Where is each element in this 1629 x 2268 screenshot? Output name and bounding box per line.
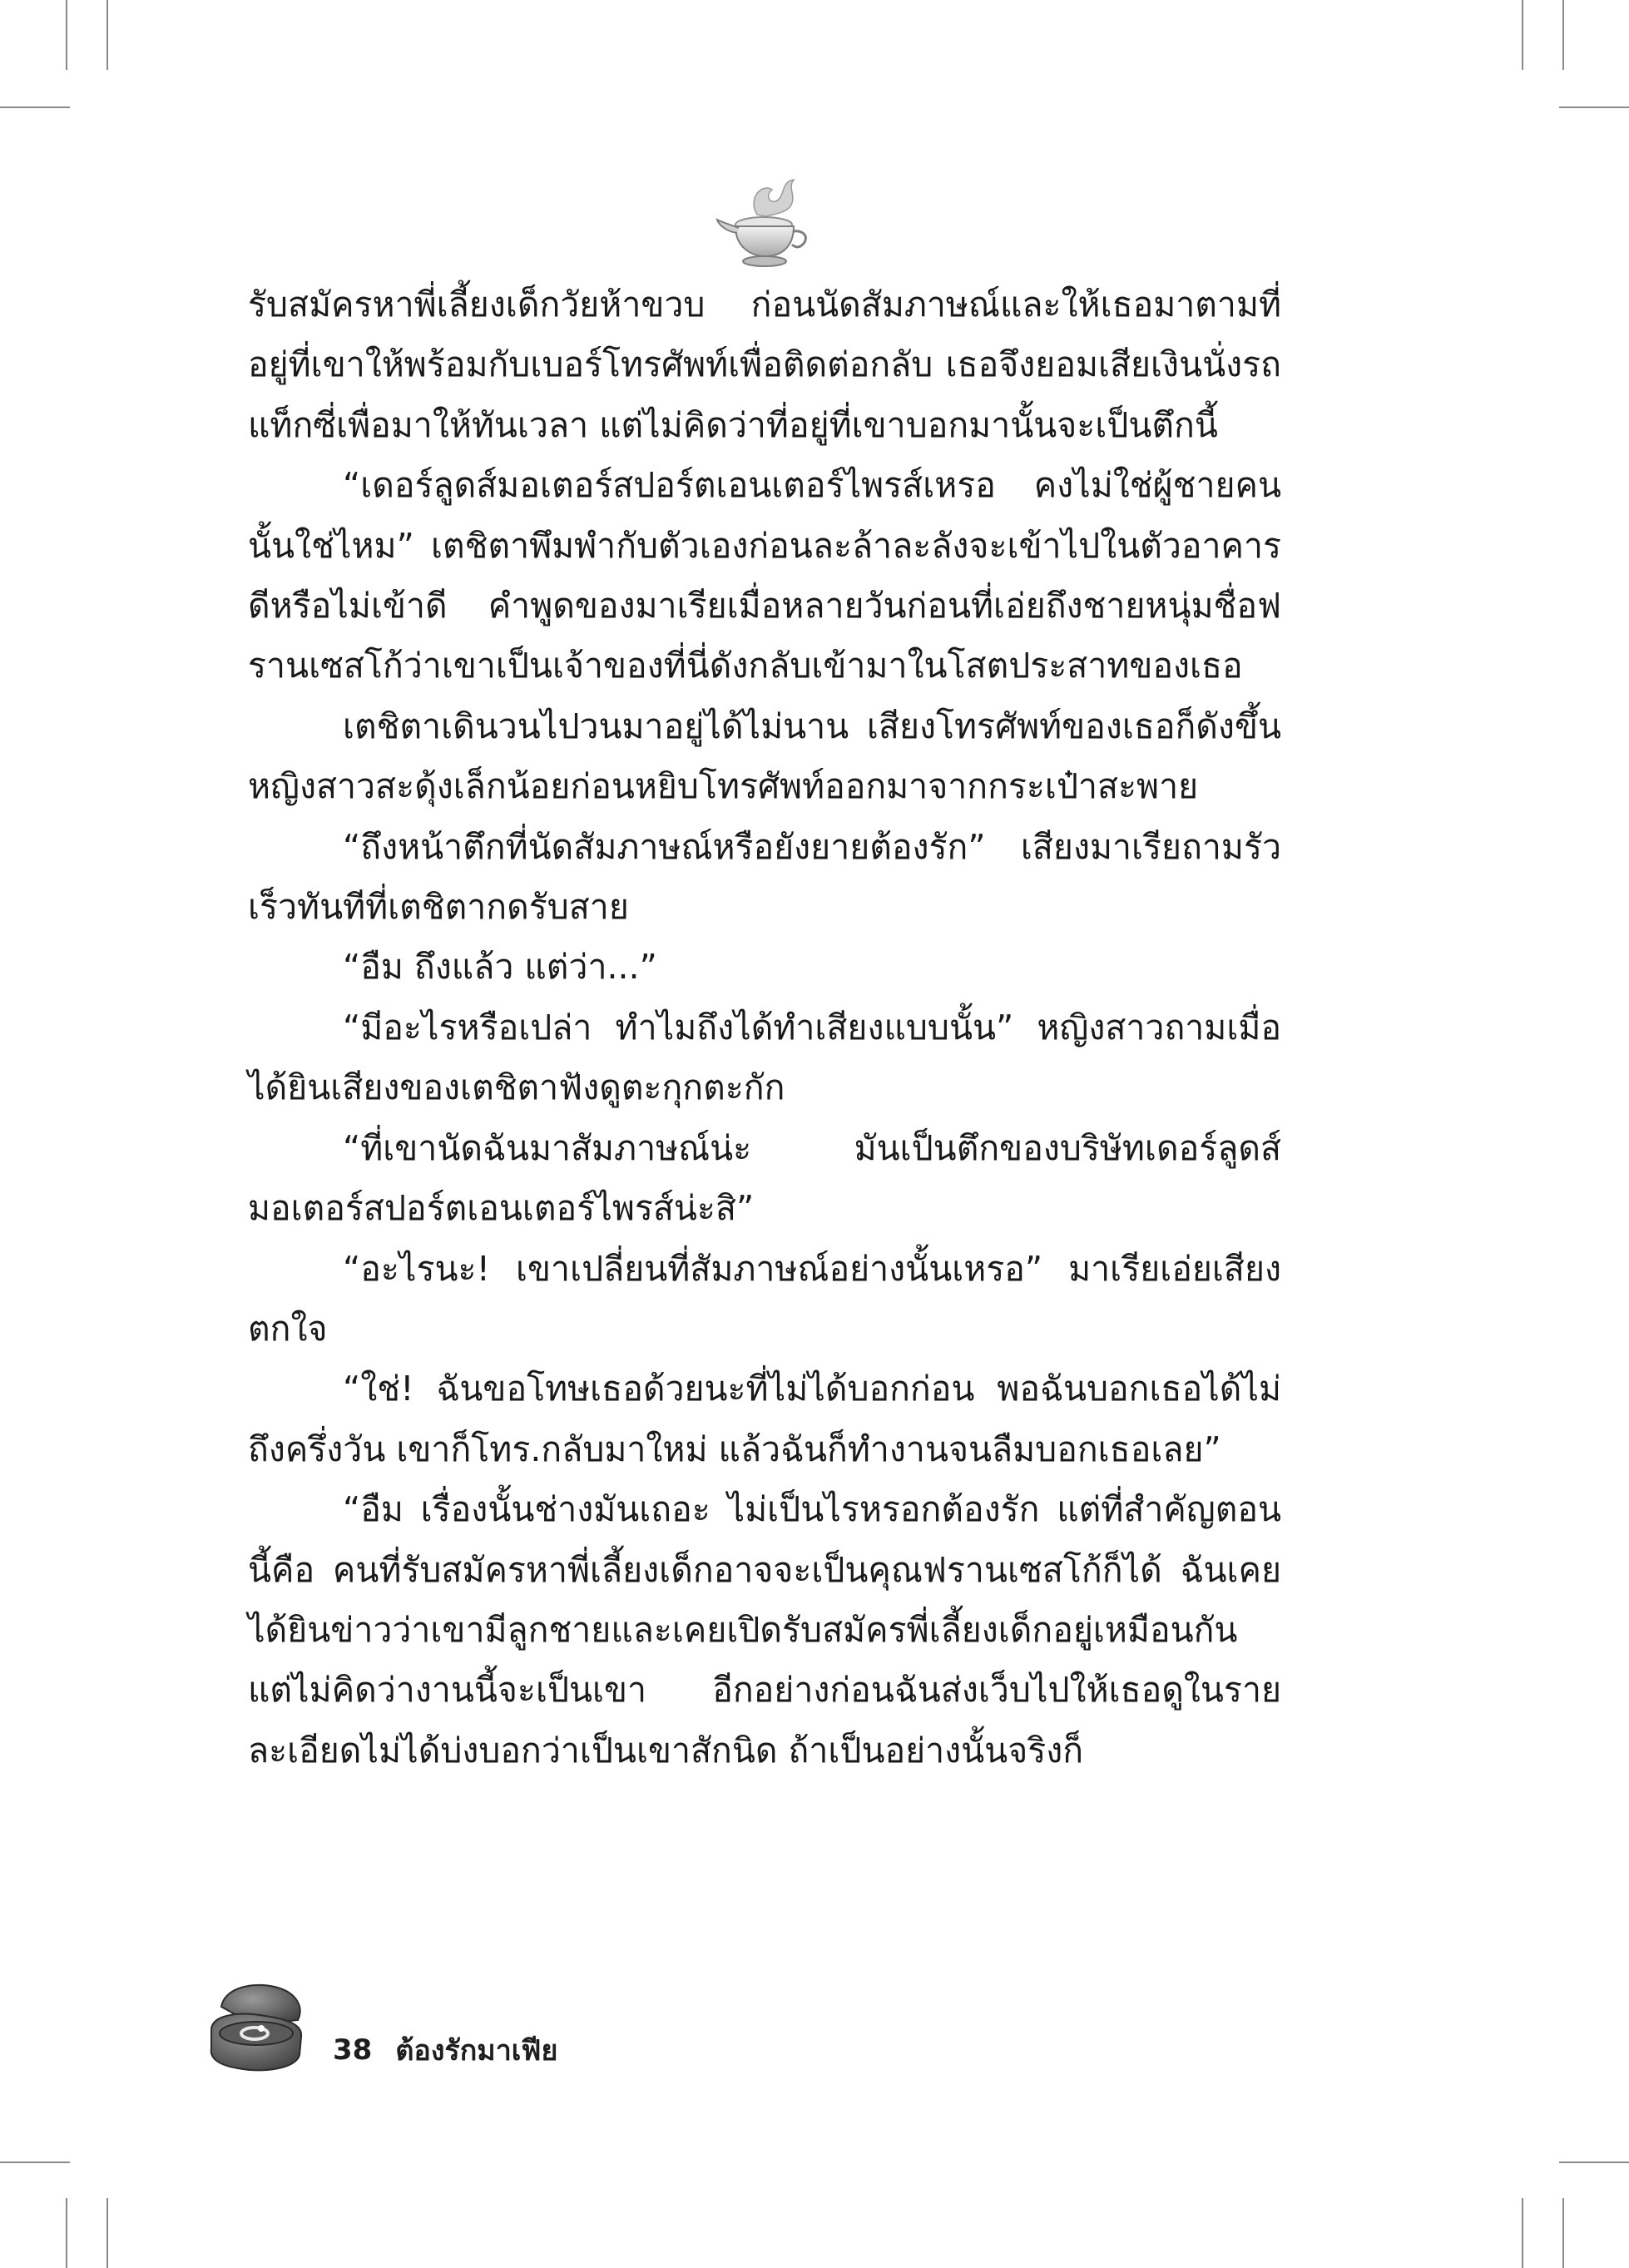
crop-mark	[1562, 0, 1564, 70]
teapot-ornament-icon	[714, 173, 815, 273]
paragraph: “ถึงหน้าตึกที่นัดสัมภาษณ์หรือยังยายต้องรัก” เสียงมาเรียถามรัวเร็วทันทีที่เตชิตากดรับสาย	[248, 826, 1281, 928]
paragraph: “เดอร์ลูดส์มอเตอร์สปอร์ตเอนเตอร์ไพรส์เหรอ คงไม่ใช่ผู้ชายคนนั้นใช่ไหม” เตชิตาพึมพำกับตัวเองก่อนละล้าละลังจะเข้าไปในตัวอาคารดีหรือไม่เข้าดี คำพูดของมาเรียเมื่อหลายวันก่อนที่เอ่ยถึงชายหนุ่มชื่อฟรานเซสโก้ว่าเขาเป็นเจ้าของที่นี่ดังกลับเข้ามาในโสตประสาทของเธอ	[248, 465, 1281, 686]
crop-mark	[106, 2198, 108, 2268]
page-number: 38	[333, 2033, 373, 2067]
crop-mark	[1559, 2162, 1629, 2163]
crop-mark	[1522, 2198, 1523, 2268]
paragraph: “มีอะไรหรือเปล่า ทำไมถึงได้ทำเสียงแบบนั้น” หญิงสาวถามเมื่อได้ยินเสียงของเตชิตาฟังดูตะกุกตะกัก	[248, 1007, 1281, 1108]
paragraph: รับสมัครหาพี่เลี้ยงเด็กวัยห้าขวบ ก่อนนัดสัมภาษณ์และให้เธอมาตามที่อยู่ที่เขาให้พร้อมกับเบอร์โทรศัพท์เพื่อติดต่อกลับ เธอจึงยอมเสียเงินนั่งรถแท็กซี่เพื่อมาให้ทันเวลา แต่ไม่คิดว่าที่อยู่ที่เขาบอกมานั้นจะเป็นตึกนี้	[248, 285, 1281, 445]
crop-mark	[1562, 2198, 1564, 2268]
ring-box-icon	[205, 1982, 309, 2075]
page-footer	[333, 2027, 557, 2073]
paragraph: “อะไรนะ! เขาเปลี่ยนที่สัมภาษณ์อย่างนั้นเหรอ” มาเรียเอ่ยเสียงตกใจ	[248, 1248, 1281, 1349]
crop-mark	[0, 2162, 70, 2163]
crop-mark	[106, 0, 108, 70]
body-text	[248, 275, 1281, 1780]
crop-mark	[66, 0, 67, 70]
crop-mark	[66, 2198, 67, 2268]
paragraph: “อืม เรื่องนั้นช่างมันเถอะ ไม่เป็นไรหรอกต้องรัก แต่ที่สำคัญตอนนี้คือ คนที่รับสมัครหาพี่เลี้ยงเด็กอาจจะเป็นคุณฟรานเซสโก้ก็ได้ ฉันเคยได้ยินข่าวว่าเขามีลูกชายและเคยเปิดรับสมัครพี่เลี้ยงเด็กอยู่เหมือนกัน แต่ไม่คิดว่างานนี้จะเป็นเขา อีกอย่างก่อนฉันส่งเว็บไปให้เธอดูในรายละเอียดไม่ได้บ่งบอกว่าเป็นเขาสักนิด ถ้าเป็นอย่างนั้นจริงก็	[248, 1489, 1281, 1770]
paragraph: “ใช่! ฉันขอโทษเธอด้วยนะที่ไม่ได้บอกก่อน พอฉันบอกเธอได้ไม่ถึงครึ่งวัน เขาก็โทร.กลับมาใหม่ แล้วฉันก็ทำงานจนลืมบอกเธอเลย”	[248, 1369, 1281, 1469]
paragraph: “อืม ถึงแล้ว แต่ว่า...”	[343, 947, 657, 988]
book-title: ต้องรักมาเฟีย	[395, 2034, 558, 2067]
crop-mark	[0, 106, 70, 108]
crop-mark	[1522, 0, 1523, 70]
paragraph: “ที่เขานัดฉันมาสัมภาษณ์น่ะ มันเป็นตึกของบริษัทเดอร์ลูดส์มอเตอร์สปอร์ตเอนเตอร์ไพรส์น่ะสิ”	[248, 1127, 1281, 1229]
crop-mark	[1559, 106, 1629, 108]
paragraph: เตชิตาเดินวนไปวนมาอยู่ได้ไม่นาน เสียงโทรศัพท์ของเธอก็ดังขึ้น หญิงสาวสะดุ้งเล็กน้อยก่อนหยิบโทรศัพท์ออกมาจากกระเป๋าสะพาย	[248, 706, 1281, 807]
